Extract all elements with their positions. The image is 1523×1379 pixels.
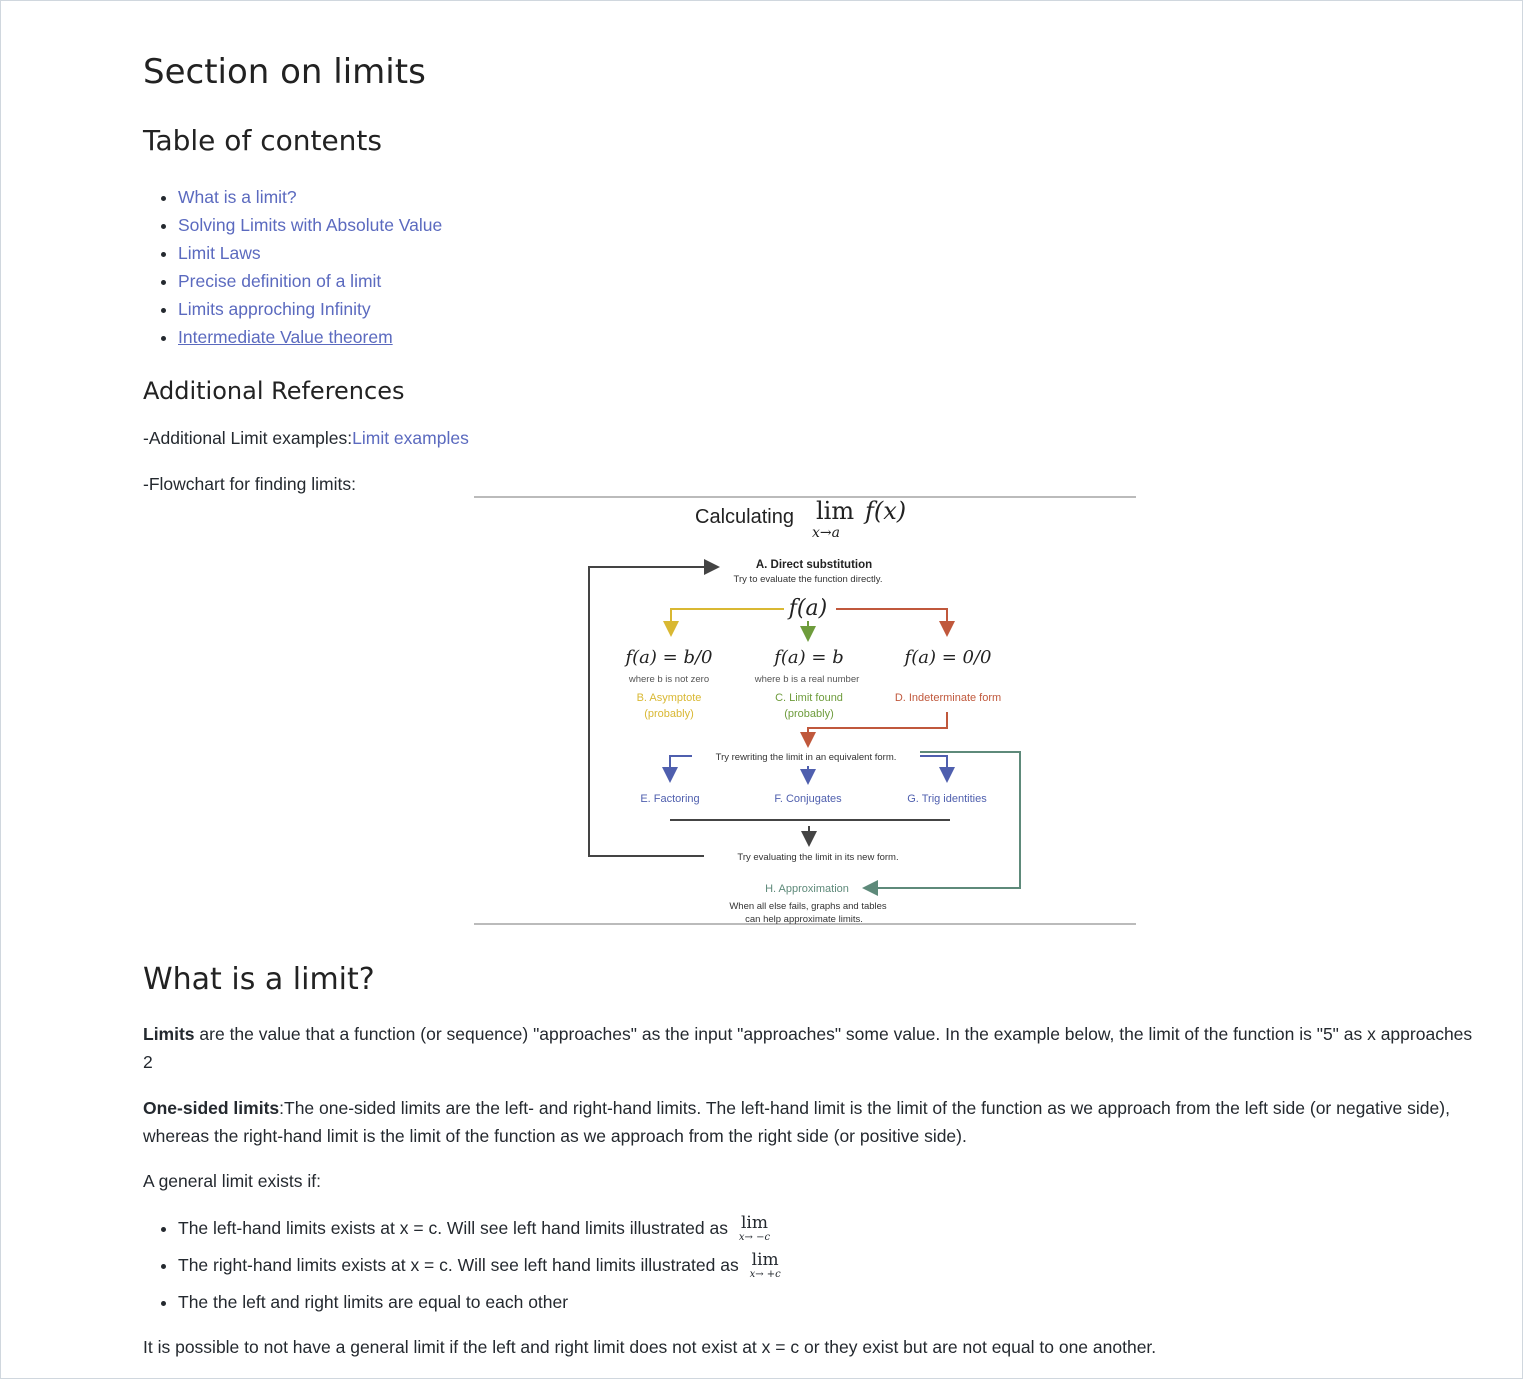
left-limit-sub: x→ −c [738,1232,771,1244]
condition-item [178,1284,781,1321]
limits-definition-text: are the value that a function (or sequence) "approaches" as the input "approaches" some value. In the example below, the limit of the function is "5" as x approaches 2 [143,1024,1473,1072]
references-heading: Additional References [143,377,405,405]
toc-link-limits-infinity[interactable]: Limits approching Infinity [178,299,371,319]
general-limit-intro: A general limit exists if: [143,1171,321,1191]
flowchart-title-word: Calculating [695,506,794,528]
section-heading-what-is-a-limit: What is a limit? [143,962,375,997]
toc-link-limit-laws[interactable]: Limit Laws [178,243,261,263]
step-h-title: H. Approximation [765,883,849,895]
flowchart-title-sub: x→a [812,525,840,541]
case-c-note: where b is a real number [754,674,860,685]
toc-link-what-is-a-limit[interactable]: What is a limit? [178,187,297,207]
one-sided-limits-paragraph [143,1094,1473,1150]
toc-heading: Table of contents [143,124,382,157]
toc-item [178,183,442,211]
toc-item [178,295,442,323]
condition-item [178,1210,781,1247]
references-examples-line [143,424,469,452]
one-sided-term: One-sided limits [143,1098,280,1118]
right-limit-notation [750,1252,781,1280]
toc-item [178,267,442,295]
toc-item [178,239,442,267]
toc-link-absolute-value[interactable]: Solving Limits with Absolute Value [178,215,443,235]
case-d-expression: f(a) = 0/0 [904,647,992,668]
case-b-label-qualifier: (probably) [644,708,694,720]
method-e-label: E. Factoring [640,793,700,805]
general-limit-conditions [143,1210,781,1321]
rewrite-step: Try rewriting the limit in an equivalent form. [715,752,897,763]
step-a-title: A. Direct substitution [755,559,873,571]
limits-term: Limits [143,1024,195,1044]
left-limit-lim: lim [740,1213,768,1234]
page-title: Section on limits [143,52,426,92]
limit-examples-link[interactable]: Limit examples [352,428,469,448]
flowchart-title-lim: lim [816,497,855,525]
step-a-desc: Try to evaluate the function directly. [733,574,883,585]
toc-item [178,211,442,239]
flowchart-image [474,490,1136,930]
reevaluate-step: Try evaluating the limit in its new form. [737,852,899,863]
case-b-note: where b is not zero [628,674,710,685]
fa-node: f(a) [788,596,828,621]
flowchart-title-fx: f(x) [865,497,907,525]
toc-link-precise-definition[interactable]: Precise definition of a limit [178,271,382,291]
references-examples-prefix: -Additional Limit examples: [143,428,353,448]
condition-equal-text: The the left and right limits are equal to each other [178,1292,569,1312]
flowchart-label: -Flowchart for finding limits: [143,474,356,494]
method-f-label: F. Conjugates [774,793,842,805]
method-g-label: G. Trig identities [907,793,987,805]
right-limit-sub: x→ +c [749,1269,781,1281]
branch-g-arrow [920,756,947,779]
branch-d-arrow [836,609,947,633]
right-limit-lim: lim [751,1250,779,1271]
condition-left-text: The left-hand limits exists at x = c. Will see left hand limits illustrated as [178,1218,728,1238]
table-of-contents [143,183,442,351]
case-b-label: B. Asymptote [636,692,702,704]
condition-item [178,1247,781,1284]
branch-b-arrow [671,609,784,633]
case-c-label-qualifier: (probably) [784,708,834,720]
condition-right-text: The right-hand limits exists at x = c. Will see left hand limits illustrated as [178,1255,739,1275]
case-c-expression: f(a) = b [774,647,844,668]
toc-item [178,323,442,351]
step-h-desc-line2: can help approximate limits. [745,914,863,925]
closing-paragraph: It is possible to not have a general limit if the left and right limit does not exist at x = c or they exist but are not equal to one another. [143,1337,1157,1357]
one-sided-text: :The one-sided limits are the left- and right-hand limits. The left-hand limit is the limit of the function as we approach from the left side (or negative side), whereas the right-hand limit is the limit of the function as we approach from the right side (or positive side). [143,1098,1450,1146]
case-b-expression: f(a) = b/0 [625,647,713,668]
case-c-label: C. Limit found [775,692,843,704]
case-d-label: D. Indeterminate form [894,692,1002,704]
limits-definition-paragraph [143,1020,1473,1076]
left-limit-notation [739,1215,770,1243]
toc-link-intermediate-value[interactable]: Intermediate Value theorem [178,327,393,347]
branch-e-arrow [670,756,692,779]
step-h-desc-line1: When all else fails, graphs and tables [729,901,887,912]
